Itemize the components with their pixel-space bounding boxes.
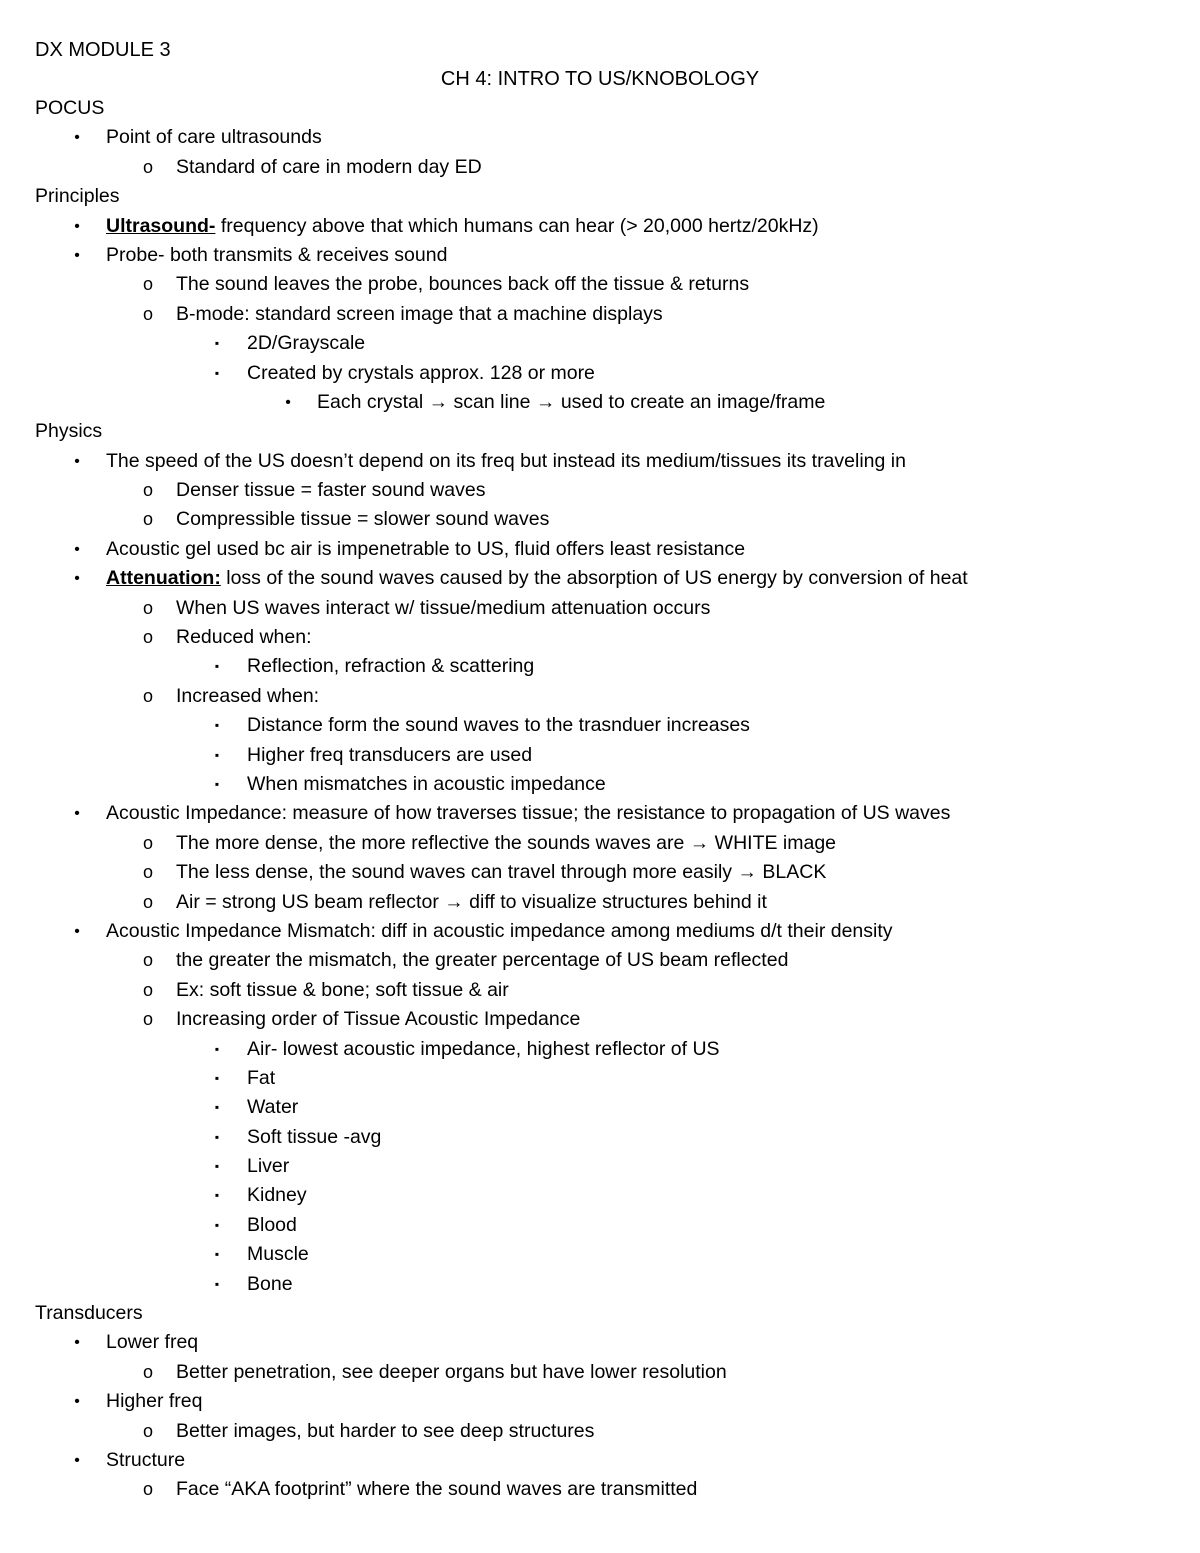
square-bullet-icon: ▪: [214, 1159, 220, 1174]
sub-list-item: [0, 858, 1200, 887]
item-text: Higher freq: [106, 1390, 203, 1413]
sub-sub-list-item: [0, 359, 1200, 388]
circle-bullet-icon: o: [142, 1479, 153, 1500]
bullet-icon: •: [74, 452, 80, 470]
dot-bullet-icon: •: [285, 393, 291, 411]
item-text: Liver: [247, 1155, 290, 1178]
item-text: Acoustic Impedance Mismatch: diff in acoustic impedance among mediums d/t their density: [106, 919, 893, 942]
sub-list-item: [0, 153, 1200, 182]
item-text: Air = strong US beam reflector → diff to visualize structures behind it: [176, 890, 767, 913]
list-item: [0, 447, 1200, 476]
circle-bullet-icon: o: [142, 862, 153, 883]
item-text: Denser tissue = faster sound waves: [176, 479, 486, 502]
sub-sub-list-item: [0, 1211, 1200, 1240]
circle-bullet-icon: o: [142, 1420, 153, 1441]
square-bullet-icon: ▪: [214, 718, 220, 733]
item-text: Lower freq: [106, 1331, 199, 1354]
item-text: Reflection, refraction & scattering: [247, 655, 535, 678]
square-bullet-icon: ▪: [214, 776, 220, 791]
item-text: Structure: [106, 1448, 186, 1471]
item-text: Acoustic Impedance: measure of how traverses tissue; the resistance to propagation of US waves: [106, 802, 951, 825]
circle-bullet-icon: o: [142, 832, 153, 853]
square-bullet-icon: ▪: [214, 1247, 220, 1262]
item-text: [106, 564, 968, 593]
document-header: DX MODULE 3: [35, 39, 171, 61]
sub-list-item: [0, 623, 1200, 652]
sub-sub-list-item: [0, 1240, 1200, 1269]
square-bullet-icon: ▪: [214, 1188, 220, 1203]
sub-sub-list-item: [0, 1181, 1200, 1210]
square-bullet-icon: ▪: [214, 1070, 220, 1085]
item-text: Face “AKA footprint” where the sound waves are transmitted: [176, 1478, 698, 1501]
item-text: Each crystal → scan line → used to create an image/frame: [317, 390, 826, 413]
item-text: Fat: [247, 1066, 276, 1089]
square-bullet-icon: ▪: [214, 1041, 220, 1056]
item-text: Probe- both transmits & receives sound: [106, 243, 448, 266]
item-text: Bone: [247, 1272, 293, 1295]
square-bullet-icon: ▪: [214, 747, 220, 762]
item-text: Blood: [247, 1213, 297, 1236]
sub-sub-list-item: [0, 652, 1200, 681]
sub-list-item: [0, 1005, 1200, 1034]
sub-list-item: [0, 1358, 1200, 1387]
item-text: Water: [247, 1096, 299, 1119]
item-text: Acoustic gel used bc air is impenetrable to US, fluid offers least resistance: [106, 537, 746, 560]
sub-list-item: [0, 1417, 1200, 1446]
circle-bullet-icon: o: [142, 1009, 153, 1030]
list-item: [0, 241, 1200, 270]
term-label: Attenuation:: [106, 567, 221, 590]
item-text: Ex: soft tissue & bone; soft tissue & air: [176, 978, 509, 1001]
sub-sub-list-item: [0, 329, 1200, 358]
sub-sub-list-item: [0, 741, 1200, 770]
section-heading: [0, 182, 1200, 211]
circle-bullet-icon: o: [142, 480, 153, 501]
square-bullet-icon: ▪: [214, 1217, 220, 1232]
item-text: Increasing order of Tissue Acoustic Impedance: [176, 1008, 581, 1031]
list-item: [0, 535, 1200, 564]
sub-sub-list-item: [0, 1093, 1200, 1122]
item-text: Point of care ultrasounds: [106, 126, 322, 149]
item-text: The more dense, the more reflective the sounds waves are → WHITE image: [176, 831, 837, 854]
square-bullet-icon: ▪: [214, 1276, 220, 1291]
bullet-icon: •: [74, 922, 80, 940]
sub-sub-list-item: [0, 1152, 1200, 1181]
bullet-icon: •: [74, 570, 80, 588]
sub-list-item: [0, 829, 1200, 858]
sub-sub-list-item: [0, 711, 1200, 740]
list-item: [0, 212, 1200, 241]
circle-bullet-icon: o: [142, 1361, 153, 1382]
item-text: When US waves interact w/ tissue/medium attenuation occurs: [176, 596, 711, 619]
sub-list-item: [0, 476, 1200, 505]
item-text: Principles: [35, 185, 120, 208]
item-text: Higher freq transducers are used: [247, 743, 533, 766]
item-text: Reduced when:: [176, 626, 312, 649]
list-item: [0, 564, 1200, 593]
item-text: Physics: [35, 420, 103, 443]
item-text: Kidney: [247, 1184, 307, 1207]
item-text: [106, 212, 819, 241]
square-bullet-icon: ▪: [214, 365, 220, 380]
square-bullet-icon: ▪: [214, 336, 220, 351]
sub-list-item: [0, 682, 1200, 711]
section-heading: [0, 1299, 1200, 1328]
notes-outline: [0, 94, 1200, 1505]
circle-bullet-icon: o: [142, 303, 153, 324]
section-heading: [0, 417, 1200, 446]
square-bullet-icon: ▪: [214, 659, 220, 674]
item-text: Air- lowest acoustic impedance, highest reflector of US: [247, 1037, 720, 1060]
bullet-icon: •: [74, 540, 80, 558]
item-text: B-mode: standard screen image that a machine displays: [176, 302, 663, 325]
term-label: Ultrasound-: [106, 214, 216, 237]
sub-list-item: [0, 270, 1200, 299]
sub-list-item: [0, 1475, 1200, 1504]
circle-bullet-icon: o: [142, 156, 153, 177]
item-text: Compressible tissue = slower sound waves: [176, 508, 550, 531]
sub-sub-list-item: [0, 1123, 1200, 1152]
section-heading: [0, 94, 1200, 123]
list-item: [0, 799, 1200, 828]
list-item: [0, 123, 1200, 152]
bullet-icon: •: [74, 246, 80, 264]
item-text: The sound leaves the probe, bounces back off the tissue & returns: [176, 273, 750, 296]
list-item: [0, 1446, 1200, 1475]
item-text: The less dense, the sound waves can travel through more easily → BLACK: [176, 861, 827, 884]
sub-list-item: [0, 888, 1200, 917]
sub-list-item: [0, 976, 1200, 1005]
bullet-icon: •: [74, 1393, 80, 1411]
sub-list-item: [0, 300, 1200, 329]
item-text: Distance form the sound waves to the trasnduer increases: [247, 714, 750, 737]
sub-list-item: [0, 594, 1200, 623]
item-text: Better images, but harder to see deep structures: [176, 1419, 595, 1442]
term-definition: frequency above that which humans can hear (> 20,000 hertz/20kHz): [215, 214, 819, 237]
list-item: [0, 917, 1200, 946]
item-text: Soft tissue -avg: [247, 1125, 382, 1148]
item-text: Increased when:: [176, 684, 320, 707]
list-item: [0, 1387, 1200, 1416]
list-item: [0, 1328, 1200, 1357]
square-bullet-icon: ▪: [214, 1129, 220, 1144]
circle-bullet-icon: o: [142, 509, 153, 530]
circle-bullet-icon: o: [142, 685, 153, 706]
item-text: When mismatches in acoustic impedance: [247, 772, 606, 795]
bullet-icon: •: [74, 1451, 80, 1469]
circle-bullet-icon: o: [142, 597, 153, 618]
circle-bullet-icon: o: [142, 950, 153, 971]
circle-bullet-icon: o: [142, 979, 153, 1000]
chapter-title: CH 4: INTRO TO US/KNOBOLOGY: [440, 68, 760, 90]
item-text: the greater the mismatch, the greater percentage of US beam reflected: [176, 949, 789, 972]
bullet-icon: •: [74, 1334, 80, 1352]
item-text: Muscle: [247, 1243, 309, 1266]
term-definition: loss of the sound waves caused by the absorption of US energy by conversion of heat: [220, 567, 968, 590]
circle-bullet-icon: o: [142, 891, 153, 912]
sub-list-item: [0, 505, 1200, 534]
sub-sub-sub-list-item: [0, 388, 1200, 417]
item-text: 2D/Grayscale: [247, 332, 366, 355]
item-text: The speed of the US doesn’t depend on its freq but instead its medium/tissues its traveling in: [106, 449, 906, 472]
item-text: Better penetration, see deeper organs but have lower resolution: [176, 1360, 727, 1383]
bullet-icon: •: [74, 805, 80, 823]
square-bullet-icon: ▪: [214, 1100, 220, 1115]
sub-sub-list-item: [0, 770, 1200, 799]
item-text: Created by crystals approx. 128 or more: [247, 361, 595, 384]
item-text: Transducers: [35, 1302, 143, 1325]
sub-sub-list-item: [0, 1064, 1200, 1093]
bullet-icon: •: [74, 129, 80, 147]
circle-bullet-icon: o: [142, 627, 153, 648]
sub-sub-list-item: [0, 1270, 1200, 1299]
bullet-icon: •: [74, 217, 80, 235]
sub-list-item: [0, 946, 1200, 975]
item-text: POCUS: [35, 97, 105, 119]
item-text: Standard of care in modern day ED: [176, 155, 482, 178]
sub-sub-list-item: [0, 1035, 1200, 1064]
circle-bullet-icon: o: [142, 274, 153, 295]
